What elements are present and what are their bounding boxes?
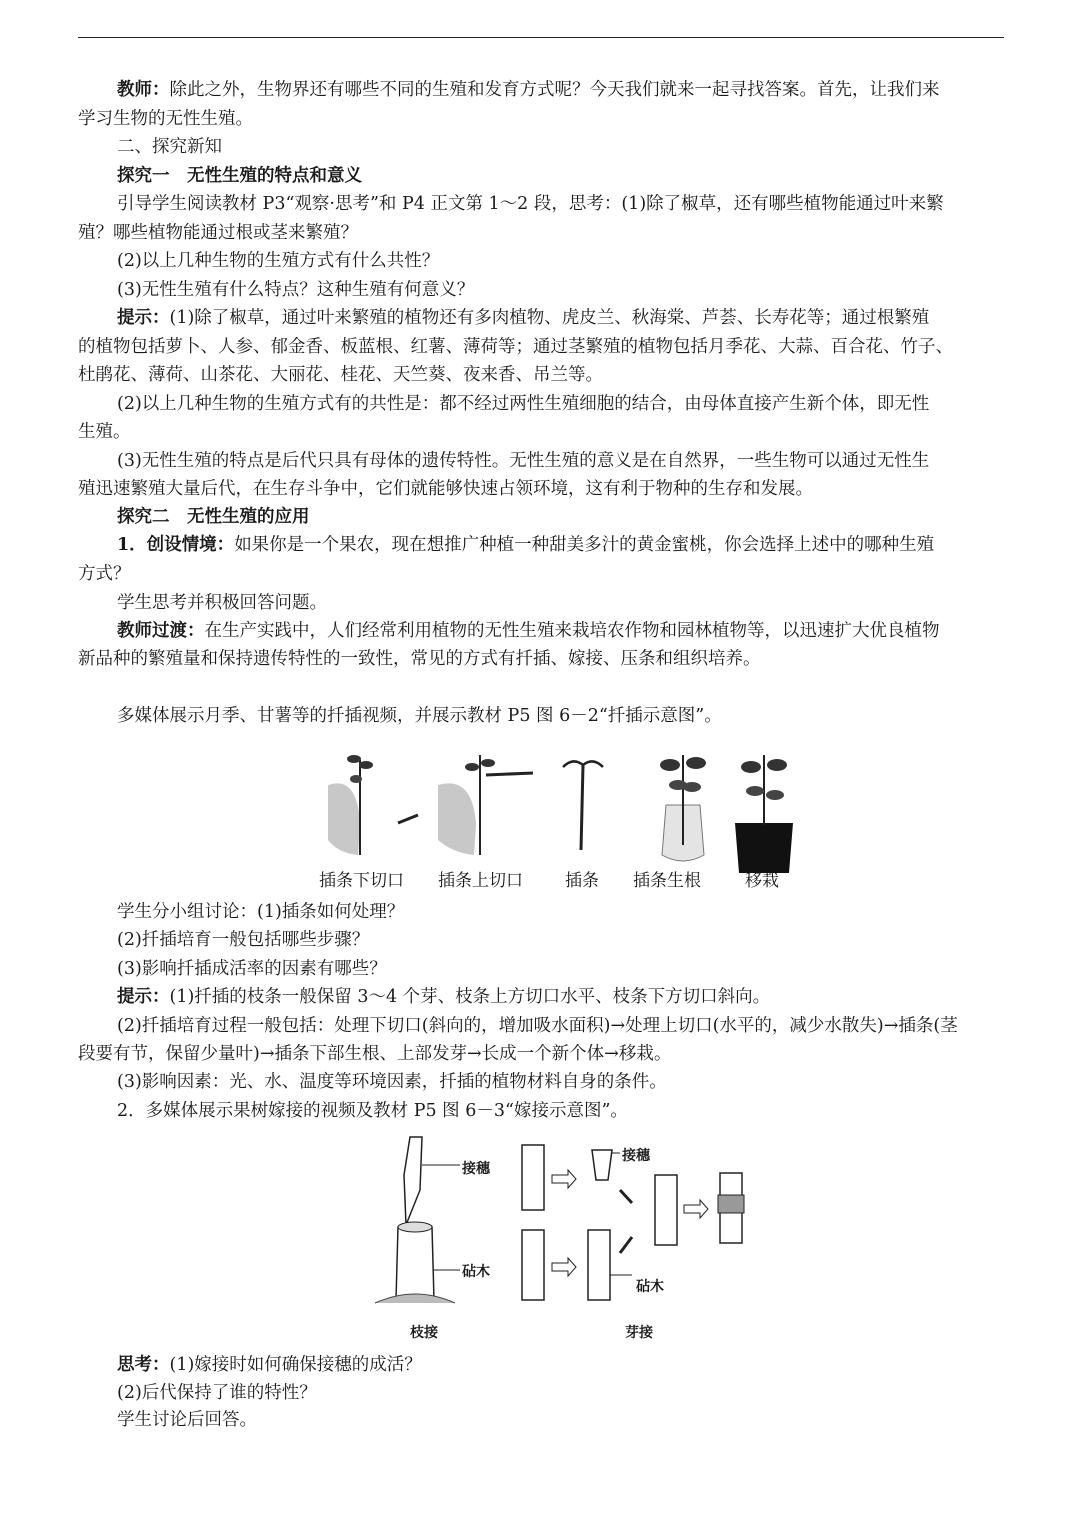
transition-line1: 教师过渡：在生产实践中，人们经常利用植物的无性生殖来栽培农作物和园林植物等，以迅速扩大优良植物 bbox=[117, 621, 940, 641]
answer2-line2: 生殖。 bbox=[78, 422, 131, 442]
cutting-lower-cut-photo bbox=[328, 755, 418, 855]
question-3: (3)无性生殖有什么特点？这种生殖有何意义？ bbox=[117, 280, 475, 300]
explore-one-title: 探究一 无性生殖的特点和意义 bbox=[117, 166, 362, 186]
branch-graft-drawing bbox=[375, 1137, 460, 1303]
answer3-line1: (3)无性生殖的特点是后代只具有母体的遗传特性。无性生殖的意义是在自然界，一些生物可以通过无性生 bbox=[117, 451, 930, 471]
hint2-line1: 提示：(1)扦插的枝条一般保留 3～4 个芽、枝条上方切口水平、枝条下方切口斜向。 bbox=[117, 987, 771, 1007]
caption-cutting: 插条 bbox=[565, 871, 599, 891]
hint2-line4: (3)影响因素：光、水、温度等环境因素，扦插的植物材料自身的条件。 bbox=[117, 1072, 667, 1092]
media-cutting: 多媒体展示月季、甘薯等的扦插视频，并展示教材 P5 图 6－2“扦插示意图”。 bbox=[117, 706, 722, 726]
para-teacher-line2: 学习生物的无性生殖。 bbox=[78, 109, 253, 129]
cutting-transplant-photo bbox=[735, 755, 793, 873]
media-grafting: 2．多媒体展示果树嫁接的视频及教材 P5 图 6－3“嫁接示意图”。 bbox=[117, 1101, 628, 1121]
think-line3: 学生讨论后回答。 bbox=[117, 1410, 257, 1430]
hint2-line2: (2)扦插培育过程一般包括：处理下切口(斜向的，增加吸水面积)→处理上切口(水平的，减少水散失)→插条(茎 bbox=[117, 1016, 958, 1036]
discussion-line1: 学生分小组讨论：(1)插条如何处理？ bbox=[117, 902, 405, 922]
think-line2: (2)后代保持了谁的特性？ bbox=[117, 1383, 317, 1403]
label-branch-graft: 枝接 bbox=[410, 1325, 438, 1341]
hint1-line3: 杜鹃花、薄荷、山茶花、大丽花、桂花、天竺葵、夜来香、吊兰等。 bbox=[78, 365, 603, 385]
explore-two-title: 探究二 无性生殖的应用 bbox=[117, 507, 310, 527]
bud-graft-drawing bbox=[522, 1145, 744, 1300]
question-2: (2)以上几种生物的生殖方式有什么共性？ bbox=[117, 251, 440, 271]
guide-line2: 殖？哪些植物能通过根或茎来繁殖？ bbox=[78, 223, 358, 243]
grafting-figure bbox=[370, 1135, 760, 1310]
para-teacher-line1: 教师：除此之外，生物界还有哪些不同的生殖和发育方式呢？今天我们就来一起寻找答案。首先，让我们来 bbox=[117, 80, 940, 100]
hint1-line1: 提示：(1)除了椒草，通过叶来繁殖的植物还有多肉植物、虎皮兰、秋海棠、芦荟、长寿花等；通过根繁殖 bbox=[117, 308, 930, 328]
top-rule bbox=[78, 37, 1004, 38]
label-scion-bud: 接穗 bbox=[622, 1148, 650, 1164]
guide-line1: 引导学生阅读教材 P3“观察·思考”和 P4 正文第 1～2 段，思考：(1)除了椒草，还有哪些植物能通过叶来繁 bbox=[117, 194, 944, 214]
label-stock-branch: 砧木 bbox=[462, 1264, 490, 1280]
caption-lower-cut: 插条下切口 bbox=[319, 871, 404, 891]
transition-line2: 新品种的繁殖量和保持遗传特性的一致性，常见的方式有扦插、嫁接、压条和组织培养。 bbox=[78, 649, 761, 669]
think-line1: 思考：(1)嫁接时如何确保接穗的成活？ bbox=[117, 1355, 422, 1375]
hint2-line3: 段要有节，保留少量叶)→插条下部生根、上部发芽→长成一个新个体→移栽。 bbox=[78, 1044, 672, 1064]
cutting-figure bbox=[318, 745, 808, 875]
item1-line1: 1．创设情境：如果你是一个果农，现在想推广种植一种甜美多汁的黄金蜜桃，你会选择上述中的哪种生殖 bbox=[117, 535, 935, 555]
label-teacher: 教师： bbox=[117, 80, 170, 100]
caption-upper-cut: 插条上切口 bbox=[438, 871, 523, 891]
discussion-line3: (3)影响扦插成活率的因素有哪些？ bbox=[117, 959, 387, 979]
item1-line2: 方式？ bbox=[78, 564, 131, 584]
student-answer: 学生思考并积极回答问题。 bbox=[117, 593, 327, 613]
answer3-line2: 殖迅速繁殖大量后代，在生存斗争中，它们就能够快速占领环境，这有利于物种的生存和发展。 bbox=[78, 479, 813, 499]
caption-transplant: 移栽 bbox=[745, 871, 779, 891]
cutting-rooting-photo bbox=[660, 755, 706, 861]
cutting-upper-cut-photo bbox=[438, 755, 533, 855]
section-heading: 二、探究新知 bbox=[117, 137, 222, 157]
label-bud-graft: 芽接 bbox=[625, 1325, 653, 1341]
cutting-stem-photo bbox=[563, 761, 603, 850]
discussion-line2: (2)扦插培育一般包括哪些步骤？ bbox=[117, 930, 370, 950]
label-scion-branch: 接穗 bbox=[462, 1161, 490, 1177]
hint1-line2: 的植物包括萝卜、人参、郁金香、板蓝根、红薯、薄荷等；通过茎繁殖的植物包括月季花、大蒜、百合花、竹子、 bbox=[78, 337, 953, 357]
label-stock-bud: 砧木 bbox=[636, 1279, 664, 1295]
caption-rooting: 插条生根 bbox=[633, 871, 701, 891]
answer2-line1: (2)以上几种生物的生殖方式有的共性是：都不经过两性生殖细胞的结合，由母体直接产生新个体，即无性 bbox=[117, 394, 930, 414]
